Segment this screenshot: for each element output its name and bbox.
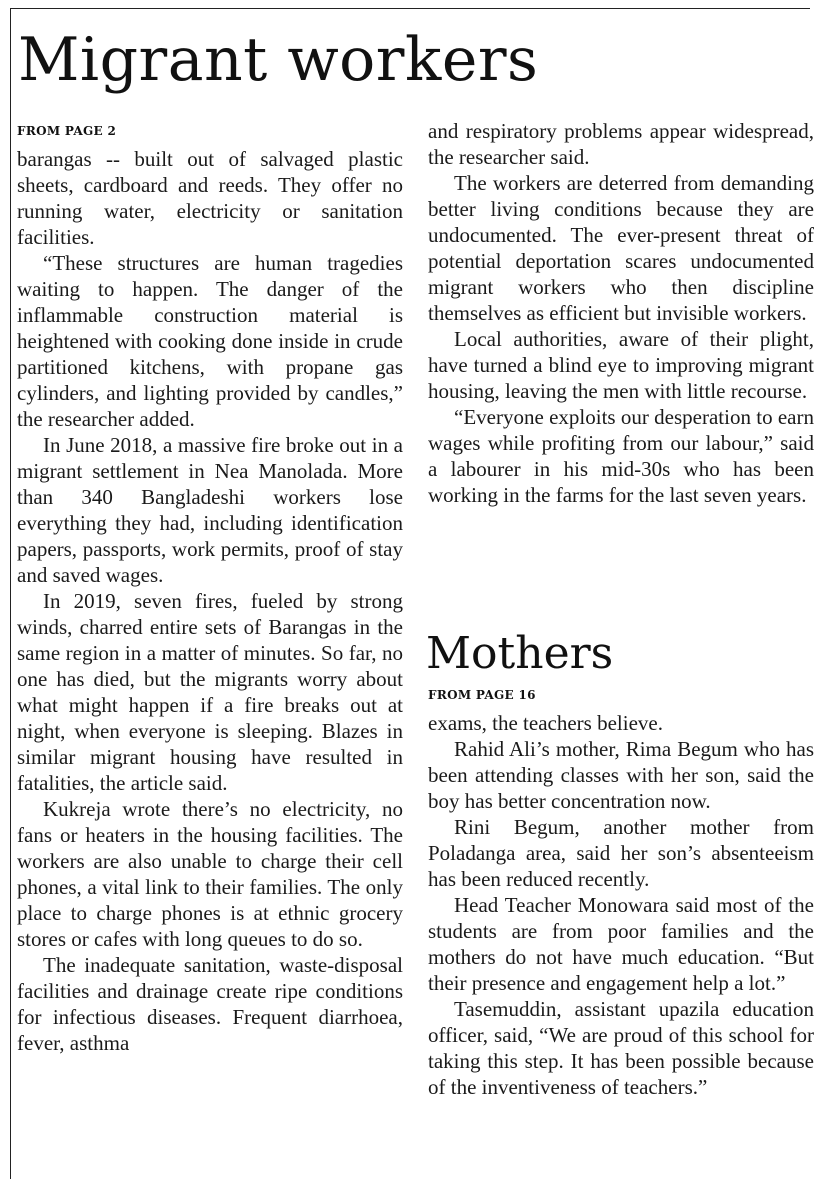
right-column [428, 118, 814, 508]
paragraph: The inadequate sanitation, waste-disposal facilities and drainage create ripe conditions for infectious diseases. Frequent diarrhoea, fever, asthma [17, 953, 403, 1055]
headline: Migrant workers [18, 25, 539, 95]
left-column [17, 146, 403, 1056]
continuation-kicker: FROM PAGE 2 [17, 124, 117, 138]
paragraph: and respiratory problems appear widespread, the researcher said. [428, 119, 814, 169]
paragraph: Head Teacher Monowara said most of the students are from poor families and the mothers do not have much education. “But their presence and engagement help a lot.” [428, 893, 814, 995]
paragraph: Rini Begum, another mother from Poladanga area, said her son’s absenteeism has been reduced recently. [428, 815, 814, 891]
paragraph: Rahid Ali’s mother, Rima Begum who has been attending classes with her son, said the boy has better concentration now. [428, 737, 814, 813]
paragraph: In 2019, seven fires, fueled by strong winds, charred entire sets of Barangas in the same region in a matter of minutes. So far, no one has died, but the migrants worry about what might happen if a fire breaks out at night, when everyone is sleeping. Blazes in similar migrant housing have resulted in fatalities, the article said. [17, 589, 403, 795]
mothers-column [428, 710, 814, 1100]
paragraph: Tasemuddin, assistant upazila education officer, said, “We are proud of this school for taking this step. It has been possible because of the inventiveness of teachers.” [428, 997, 814, 1099]
paragraph: Kukreja wrote there’s no electricity, no fans or heaters in the housing facilities. The workers are also unable to charge their cell phones, a vital link to their families. The only place to charge phones is at ethnic grocery stores or cafes with long queues to do so. [17, 797, 403, 951]
paragraph: In June 2018, a massive fire broke out in a migrant settlement in Nea Manolada. More than 340 Bangladeshi workers lose everything they had, including identification papers, passports, work permits, proof of stay and saved wages. [17, 433, 403, 587]
subhead: Mothers [426, 628, 614, 679]
paragraph: The workers are deterred from demanding better living conditions because they are undocumented. The ever-present threat of potential deportation scares undocumented migrant workers who then discipline themselves as efficient but invisible workers. [428, 171, 814, 325]
paragraph: “Everyone exploits our desperation to earn wages while profiting from our labour,” said a labourer in his mid-30s who has been working in the farms for the last seven years. [428, 405, 814, 507]
left-rule [10, 8, 11, 1179]
continuation-kicker: FROM PAGE 16 [428, 688, 536, 702]
paragraph: “These structures are human tragedies waiting to happen. The danger of the inflammable construction material is heightened with cooking done inside in crude partitioned kitchens, with propane gas cylinders, and lighting provided by candles,” the researcher added. [17, 251, 403, 431]
paragraph: barangas -- built out of salvaged plastic sheets, cardboard and reeds. They offer no running water, electricity or sanitation facilities. [17, 147, 403, 249]
top-rule [10, 8, 810, 9]
paragraph: exams, the teachers believe. [428, 711, 663, 735]
paragraph: Local authorities, aware of their plight, have turned a blind eye to improving migrant housing, leaving the men with little recourse. [428, 327, 814, 403]
